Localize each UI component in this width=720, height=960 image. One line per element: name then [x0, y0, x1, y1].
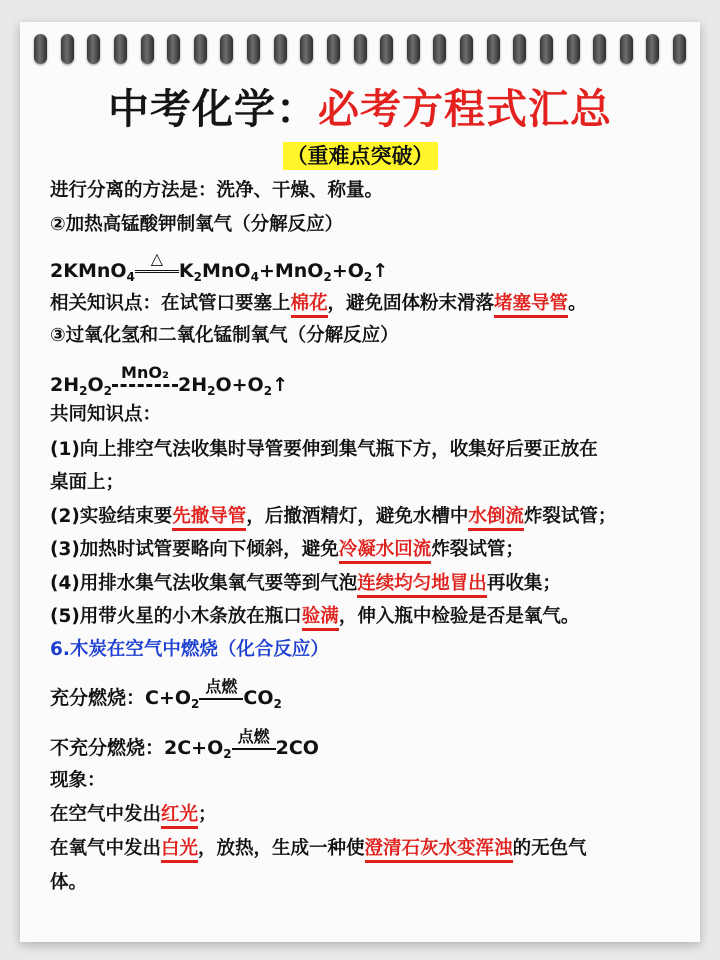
subtitle: [0, 140, 720, 170]
text-seg: ，后撤酒精灯，避免水槽中: [246, 506, 469, 527]
text-seg: 的无色气: [512, 838, 587, 859]
text-seg: 再收集；: [486, 573, 561, 594]
binder-hole-icon: [194, 34, 207, 64]
binder-hole-icon: [620, 34, 633, 64]
subtitle-highlight: [283, 142, 438, 170]
binder-hole-icon: [540, 34, 553, 64]
knowledge-line: [50, 575, 561, 594]
equals-bar: [232, 748, 276, 754]
binder-holes: [34, 34, 686, 64]
section-heading: ②加热高锰酸钾制氧气（分解反应）: [50, 214, 344, 235]
text-seg: ，放热，生成一种使: [198, 838, 365, 859]
binder-hole-icon: [167, 34, 180, 64]
binder-hole-icon: [141, 34, 154, 64]
key-term: 白光: [161, 838, 198, 863]
binder-hole-icon: [407, 34, 420, 64]
text-line: 现象：: [50, 770, 106, 791]
text-seg: ；: [198, 804, 217, 825]
up-arrow-icon: ↑: [372, 260, 389, 282]
knowledge-line: [50, 295, 587, 314]
knowledge-line: [50, 840, 587, 859]
text-seg: 在氧气中发出: [50, 838, 162, 859]
binder-hole-icon: [34, 34, 47, 64]
binder-hole-icon: [114, 34, 127, 64]
condition-text: MnO₂: [121, 363, 169, 382]
eq-sub: 2: [223, 747, 232, 761]
text-seg: 。: [568, 293, 587, 314]
eq-sub: 2: [193, 270, 202, 284]
subtitle-close: ）: [412, 144, 434, 168]
text-line: 桌面上；: [50, 472, 125, 493]
equation-c-incomplete: [50, 727, 319, 761]
text-seg: 炸裂试管；: [523, 506, 617, 527]
condition-text: 点燃: [237, 727, 270, 746]
key-term: 澄清石灰水变浑浊: [365, 838, 513, 863]
equation-kmno4: [50, 249, 389, 284]
equals-bar: [135, 270, 179, 277]
binder-hole-icon: [567, 34, 580, 64]
eq-sub: 2: [273, 697, 282, 711]
section-heading: ③过氧化氢和二氧化锰制氧气（分解反应）: [50, 325, 399, 346]
binder-hole-icon: [487, 34, 500, 64]
condition-text: △: [150, 249, 164, 268]
key-term: 堵塞导管: [494, 293, 568, 318]
binder-hole-icon: [673, 34, 686, 64]
title-part1: 中考化学：: [108, 85, 318, 133]
eq-label: 不充分燃烧：: [50, 737, 165, 759]
eq-term: 2CO: [275, 737, 319, 759]
text-seg: (3)加热时试管要略向下倾斜，避免: [50, 539, 339, 560]
text-seg: (5)用带火星的小木条放在瓶口: [50, 606, 302, 627]
eq-sub: 2: [103, 384, 112, 398]
key-term: 连续均匀地冒出: [357, 573, 487, 598]
binder-hole-icon: [380, 34, 393, 64]
subtitle-text: 重难点突破: [307, 144, 413, 168]
text-line: 体。: [50, 872, 88, 893]
up-arrow-icon: ↑: [272, 374, 288, 396]
eq-term: 2C+O: [164, 737, 224, 759]
text-seg: 在空气中发出: [50, 804, 162, 825]
binder-hole-icon: [593, 34, 606, 64]
eq-sub: 2: [263, 384, 273, 398]
eq-sub: 4: [250, 270, 259, 284]
knowledge-line: [50, 806, 217, 825]
binder-hole-icon: [61, 34, 74, 64]
title-part2: 必考方程式汇总: [318, 85, 612, 133]
text-seg: ，避免固体粉末滑落: [327, 293, 495, 314]
eq-sub: 2: [191, 697, 200, 711]
text-line: 共同知识点：: [50, 404, 162, 425]
binder-hole-icon: [300, 34, 313, 64]
key-term: 棉花: [291, 293, 328, 318]
eq-sub: 2: [323, 270, 332, 284]
eq-term: 2KMnO: [50, 260, 127, 282]
eq-sub: 2: [207, 384, 216, 398]
eq-term: CO: [243, 687, 274, 709]
knowledge-line: [50, 541, 524, 560]
binder-hole-icon: [274, 34, 287, 64]
eq-sub: 2: [79, 384, 88, 398]
key-term: 先撤导管: [172, 506, 246, 531]
binder-hole-icon: [646, 34, 659, 64]
eq-term: K: [178, 260, 194, 282]
key-term: 红光: [161, 804, 198, 829]
reaction-condition: [135, 249, 179, 283]
eq-term: +O: [331, 260, 364, 282]
binder-hole-icon: [513, 34, 526, 64]
text-seg: (2)实验结束要: [50, 506, 173, 527]
equation-h2o2: [50, 363, 288, 398]
binder-hole-icon: [433, 34, 446, 64]
reaction-condition: [112, 363, 178, 397]
eq-term: O+O: [215, 374, 264, 396]
knowledge-line: [50, 508, 616, 527]
eq-term: C+O: [145, 687, 192, 709]
binder-hole-icon: [87, 34, 100, 64]
binder-hole-icon: [354, 34, 367, 64]
eq-term: O: [87, 374, 104, 396]
text-line: 进行分离的方法是：洗净、干燥、称量。: [50, 180, 384, 201]
eq-sub: 2: [363, 270, 373, 284]
eq-term: 2H: [50, 374, 80, 396]
condition-text: 点燃: [205, 677, 238, 696]
subtitle-open: （: [286, 144, 308, 168]
binder-hole-icon: [327, 34, 340, 64]
text-seg: ，伸入瓶中检验是否是氧气。: [338, 606, 580, 627]
equals-bar: [199, 698, 243, 704]
eq-term: MnO: [201, 260, 251, 282]
binder-hole-icon: [460, 34, 473, 64]
text-line: (1)向上排空气法收集时导管要伸到集气瓶下方，收集好后要正放在: [50, 439, 598, 460]
key-term: 验满: [302, 606, 339, 631]
eq-label: 充分燃烧：: [50, 687, 146, 709]
binder-hole-icon: [247, 34, 260, 64]
key-term: 水倒流: [468, 506, 524, 531]
eq-sub: 4: [126, 270, 135, 284]
key-term: 冷凝水回流: [339, 539, 432, 564]
page-title: [0, 76, 720, 135]
text-seg: (4)用排水集气法收集氧气要等到气泡: [50, 573, 358, 594]
reaction-condition: [232, 727, 276, 760]
binder-hole-icon: [220, 34, 233, 64]
reaction-condition: [199, 677, 243, 710]
equals-bar: [112, 384, 178, 391]
equation-c-complete: [50, 677, 282, 711]
knowledge-line: [50, 608, 579, 627]
text-seg: 相关知识点：在试管口要塞上: [50, 293, 291, 314]
eq-term: 2H: [178, 374, 208, 396]
section-heading-blue: 6.木炭在空气中燃烧（化合反应）: [50, 639, 329, 660]
eq-term: +MnO: [258, 260, 324, 282]
text-seg: 炸裂试管；: [431, 539, 524, 560]
